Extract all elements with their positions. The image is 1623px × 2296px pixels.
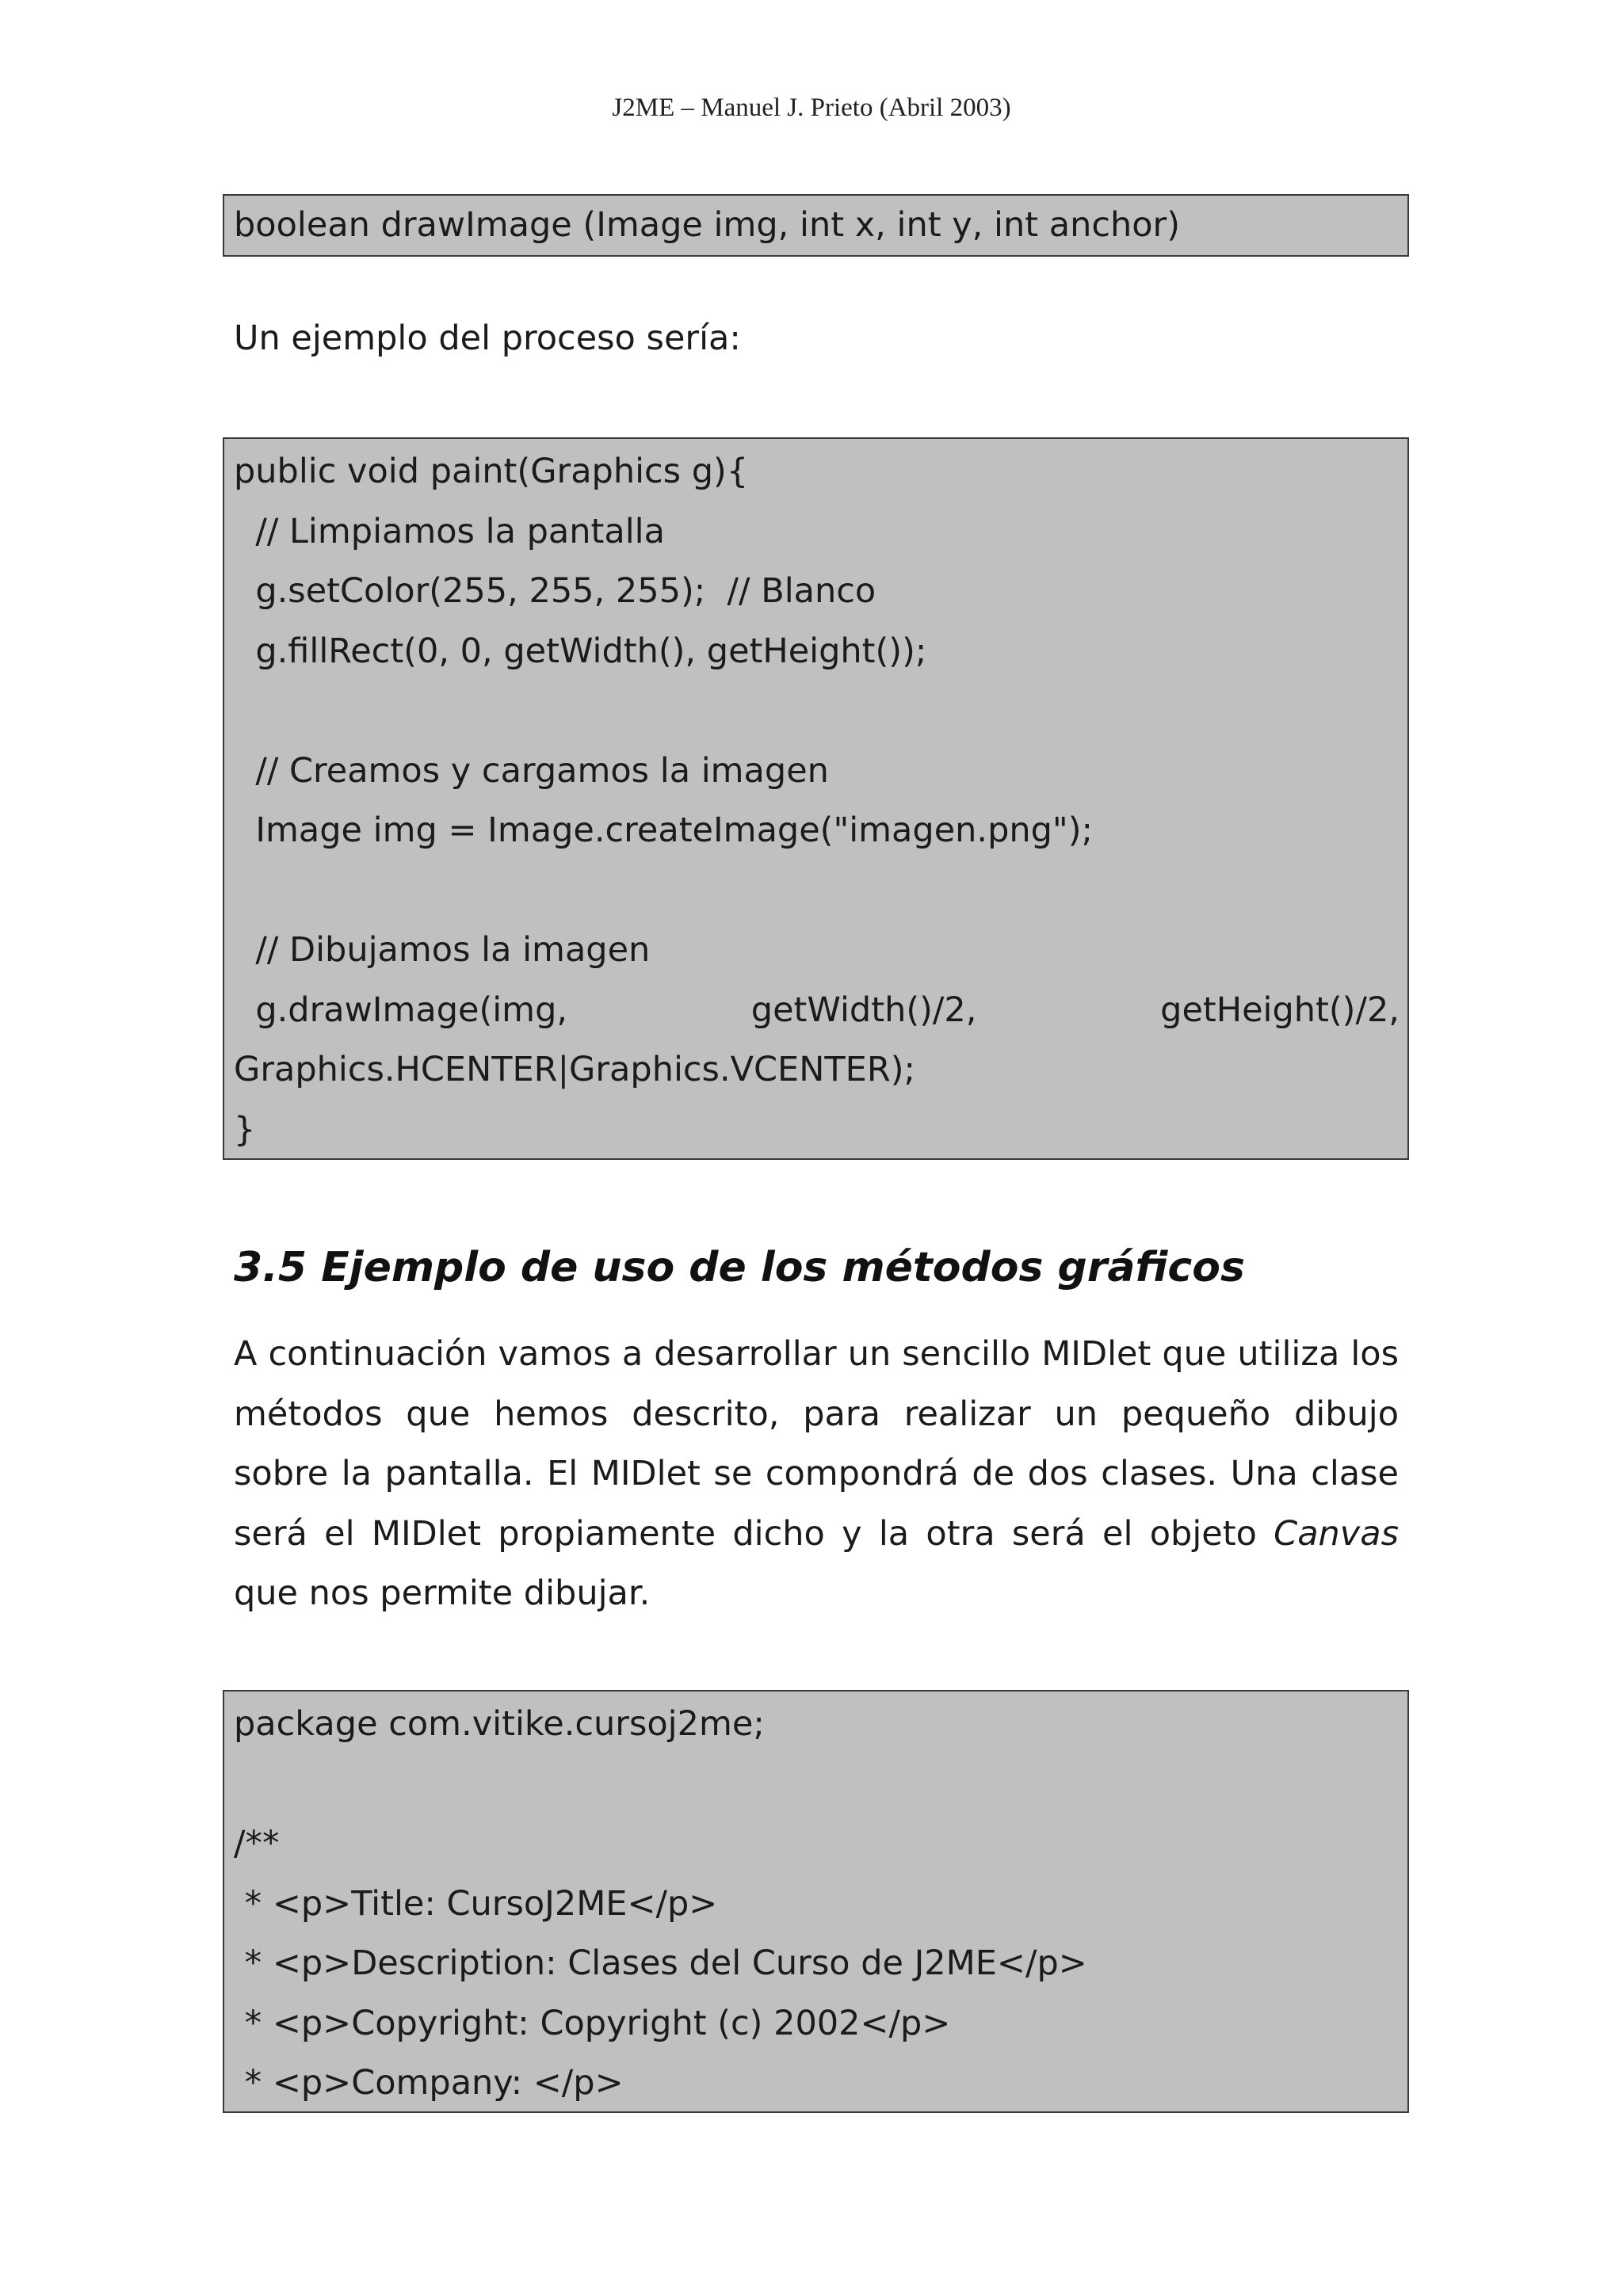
code-line: // Creamos y cargamos la imagen	[234, 750, 829, 791]
body-text: A continuación vamos a desarrollar un sencillo MIDlet que utiliza los métodos que hemos descrito, para realizar un pequeño dibujo sobre la pantalla. El MIDlet se compondrá de dos clases. Una clase será el MIDlet propiamente dicho y la otra será el objeto	[234, 1334, 1399, 1554]
code-line: // Limpiamos la pantalla	[234, 511, 665, 551]
body-text: que nos permite dibujar.	[234, 1573, 651, 1613]
code-line: g.fillRect(0, 0, getWidth(), getHeight());	[234, 631, 927, 671]
code-line: * <p>Company: </p>	[234, 2063, 624, 2103]
code-blank-line	[234, 681, 1400, 742]
code-line: }	[234, 1109, 256, 1150]
signature-line: boolean drawImage (Image img, int x, int y, int anchor)	[234, 205, 1181, 245]
section-body	[234, 1325, 1399, 1624]
body-italic-canvas: Canvas	[1274, 1513, 1399, 1554]
code-fragment: getHeight()/2,	[1160, 990, 1400, 1030]
code-line-drawimage	[234, 981, 1400, 1041]
paint-code-box	[223, 437, 1409, 1160]
code-line: public void paint(Graphics g){	[234, 452, 749, 491]
code-blank-line	[234, 861, 1400, 921]
code-fragment: getWidth()/2,	[750, 990, 977, 1030]
code-blank-line	[234, 1755, 1400, 1815]
intro-text: Un ejemplo del proceso sería:	[234, 318, 741, 358]
code-line: * <p>Description: Clases del Curso de J2ME</p>	[234, 1943, 1087, 1983]
section-heading: 3.5 Ejemplo de uso de los métodos gráficos	[234, 1244, 1245, 1291]
code-fragment: g.drawImage(img,	[234, 990, 568, 1030]
code-line: * <p>Copyright: Copyright (c) 2002</p>	[234, 2003, 951, 2043]
code-line: package com.vitike.cursoj2me;	[234, 1704, 765, 1744]
code-line: * <p>Title: CursoJ2ME</p>	[234, 1883, 718, 1924]
page-header: J2ME – Manuel J. Prieto (Abril 2003)	[612, 93, 1011, 122]
code-line: /**	[234, 1824, 280, 1863]
package-code-box	[223, 1690, 1409, 2113]
code-line: // Dibujamos la imagen	[234, 930, 651, 970]
code-line: Image img = Image.createImage("imagen.png");	[234, 810, 1093, 850]
code-line: Graphics.HCENTER|Graphics.VCENTER);	[234, 1050, 915, 1089]
code-line: g.setColor(255, 255, 255); // Blanco	[234, 571, 876, 611]
signature-code-box	[223, 194, 1409, 257]
